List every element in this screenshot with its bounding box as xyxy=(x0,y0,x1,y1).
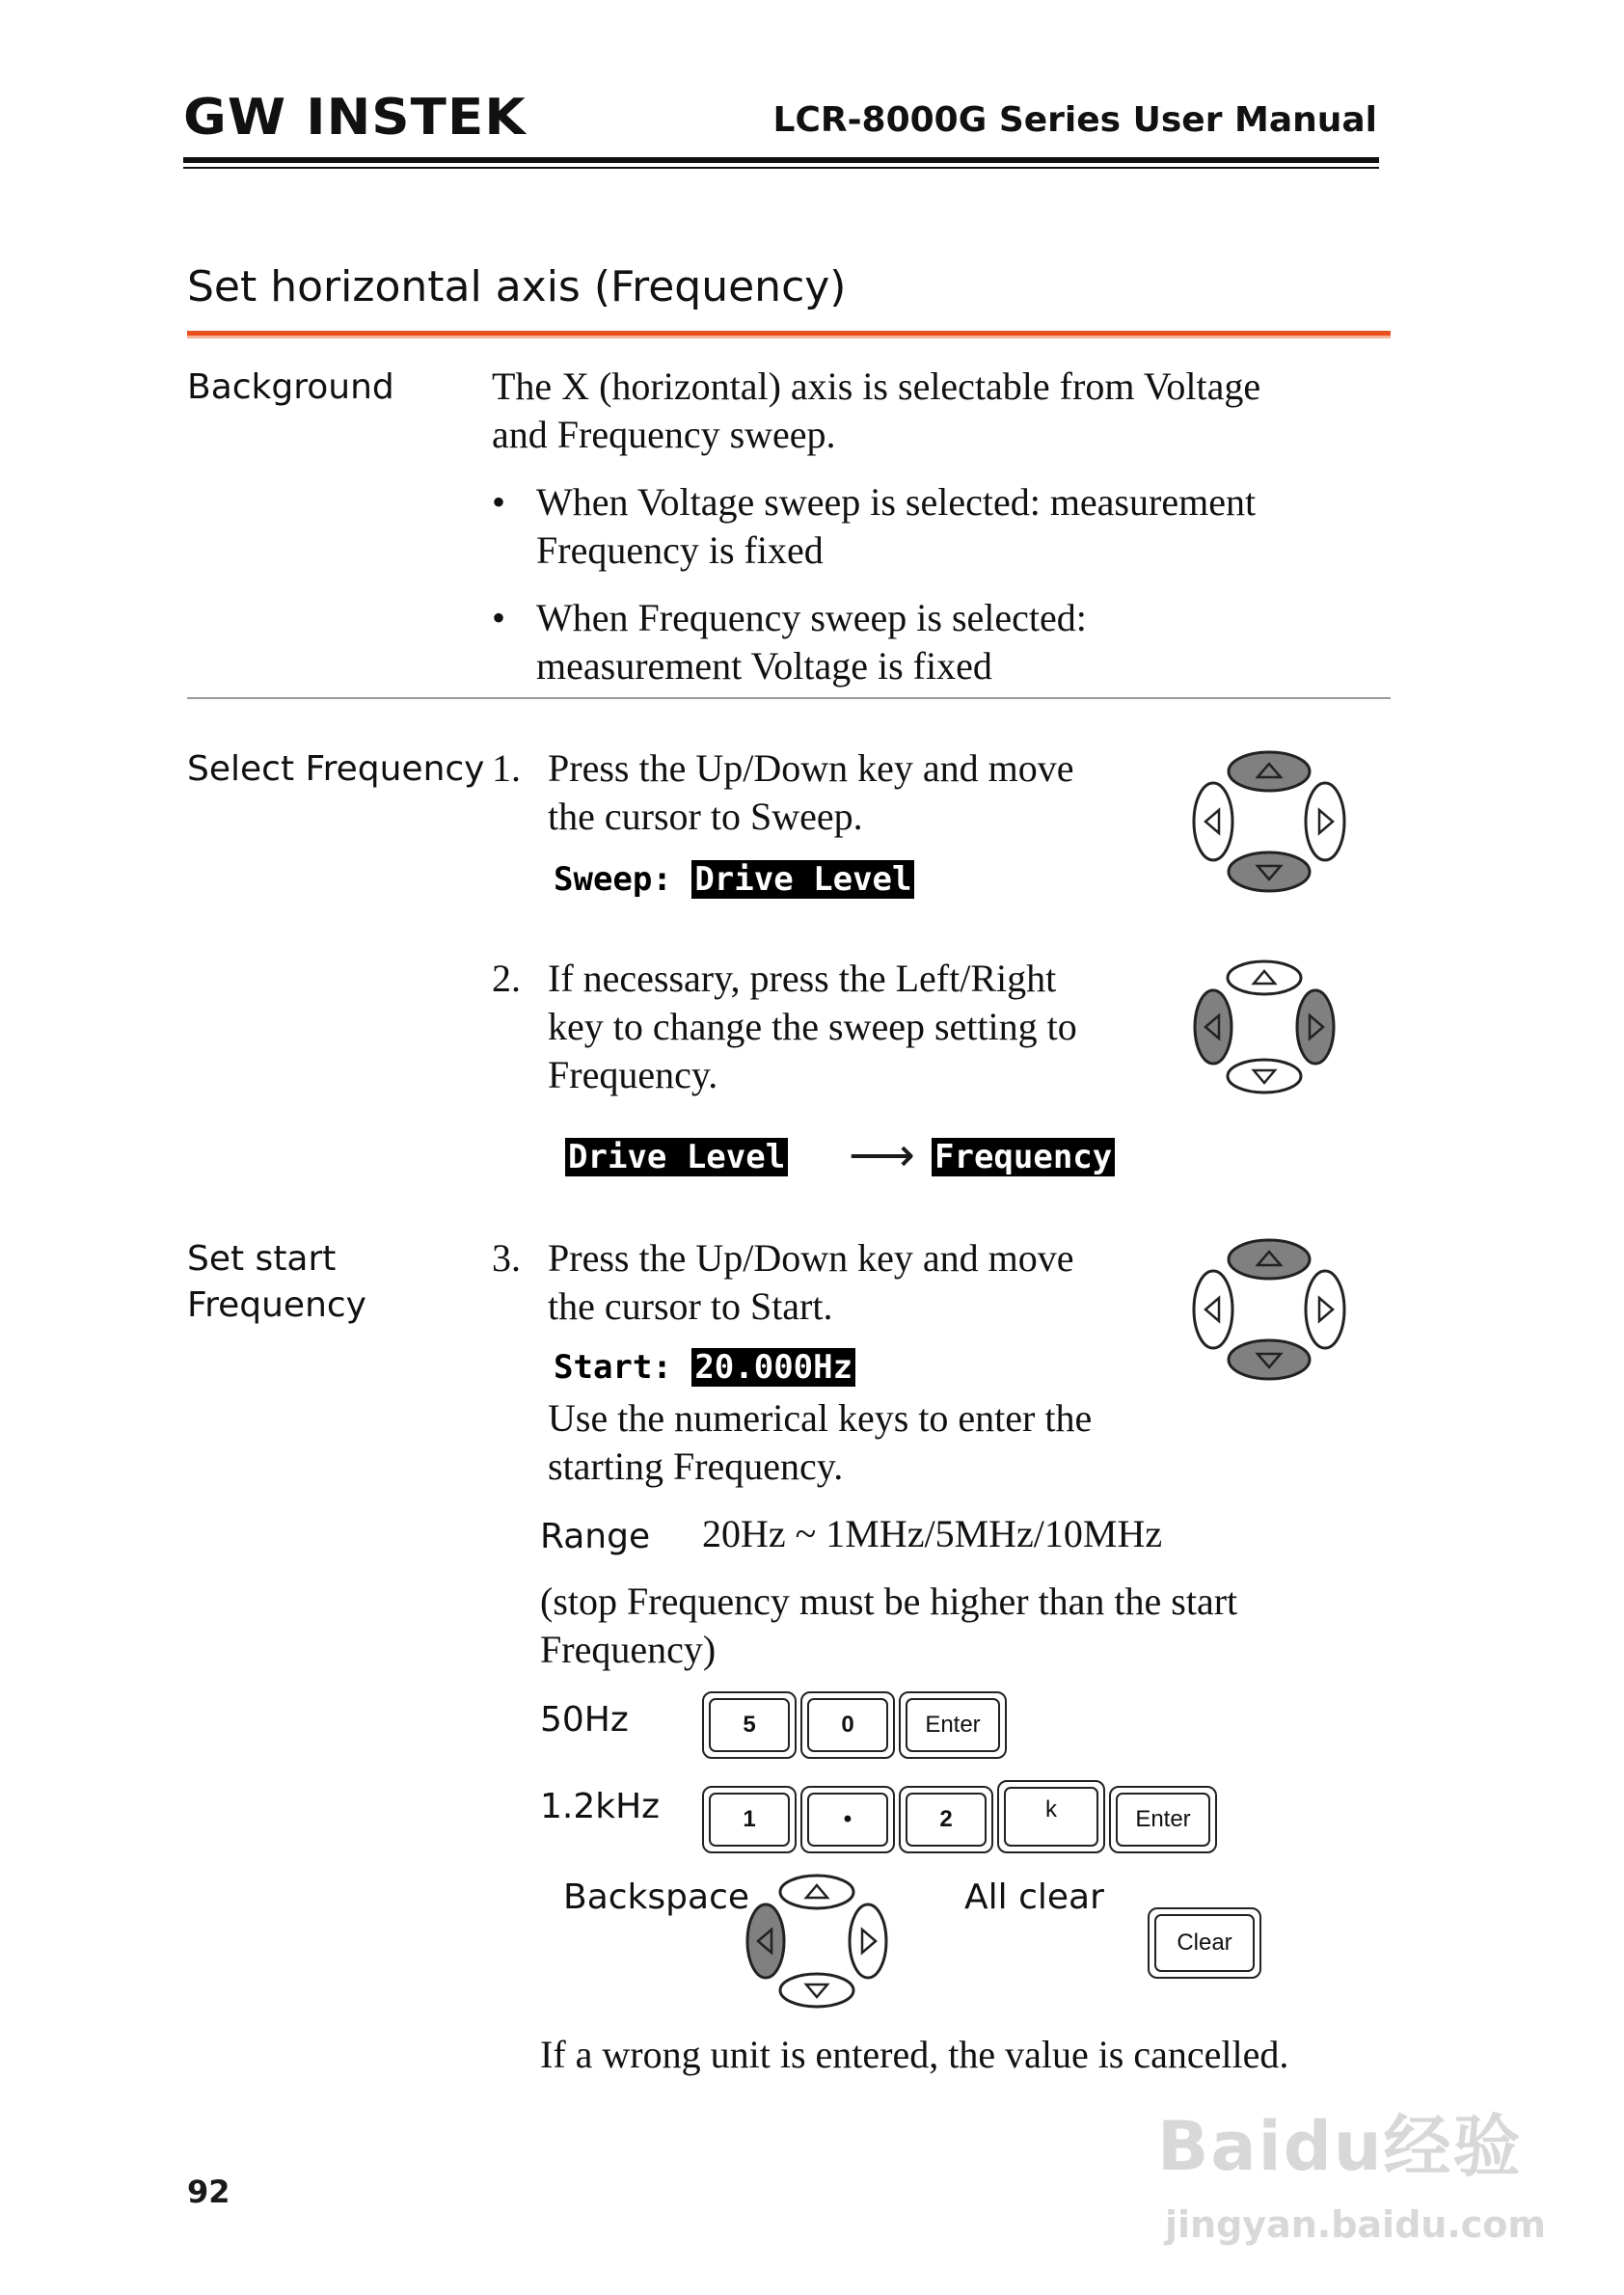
footer-note: If a wrong unit is entered, the value is cancelled. xyxy=(540,2033,1289,2076)
lcd-label: Start: xyxy=(554,1348,672,1387)
step1-line-1: Press the Up/Down key and move xyxy=(548,746,1074,790)
key-dot-icon: • xyxy=(800,1786,895,1853)
key-5-icon: 5 xyxy=(702,1691,797,1759)
bullet-dot: • xyxy=(492,596,506,639)
step1-line-2: the cursor to Sweep. xyxy=(548,795,863,838)
step2-line-1: If necessary, press the Left/Right xyxy=(548,957,1057,1000)
header-rule xyxy=(183,157,1379,163)
example1-label: 50Hz xyxy=(540,1700,629,1740)
all-clear-label: All clear xyxy=(964,1877,1104,1917)
key-enter-icon: Enter xyxy=(899,1691,1007,1759)
lcd-value: Drive Level xyxy=(691,860,914,899)
lcd-to xyxy=(932,1138,1115,1176)
range-value: 20Hz ~ 1MHz/5MHz/10MHz xyxy=(702,1512,1163,1555)
select-frequency-label: Select Frequency xyxy=(187,749,485,789)
lcd-label: Sweep: xyxy=(554,860,672,899)
page-number: 92 xyxy=(187,2174,230,2210)
bullet-dot: • xyxy=(492,480,506,524)
lcd-to-value: Frequency xyxy=(932,1138,1115,1176)
note-line-2: Frequency) xyxy=(540,1628,717,1671)
key-k-icon: k xyxy=(997,1780,1105,1853)
step3-line-3: Use the numerical keys to enter the xyxy=(548,1396,1093,1440)
arrow-keypad-updown-icon xyxy=(1192,744,1346,899)
step3-line-1: Press the Up/Down key and move xyxy=(548,1236,1074,1280)
key-2-icon: 2 xyxy=(899,1786,993,1853)
header-rule-thin xyxy=(183,167,1379,169)
lcd-from-value: Drive Level xyxy=(565,1138,788,1176)
section-rule-shadow xyxy=(187,336,1391,338)
step2-line-2: key to change the sweep setting to xyxy=(548,1005,1077,1048)
lcd-value: 20.000Hz xyxy=(691,1348,855,1387)
background-text-2: and Frequency sweep. xyxy=(492,413,836,456)
lcd-sweep-display xyxy=(554,860,914,899)
manual-title: LCR-8000G Series User Manual xyxy=(772,100,1377,140)
watermark-brand: Baidu经验 xyxy=(1157,2107,1523,2186)
set-start-label-2: Frequency xyxy=(187,1285,366,1325)
watermark-url: jingyan.baidu.com xyxy=(1165,2203,1546,2246)
arrow-keypad-left-icon xyxy=(744,1869,889,2013)
step-number: 1. xyxy=(492,746,521,790)
note-line-1: (stop Frequency must be higher than the start xyxy=(540,1580,1238,1623)
step-number: 2. xyxy=(492,957,521,1000)
key-0-icon: 0 xyxy=(800,1691,895,1759)
arrow-keypad-leftright-icon xyxy=(1192,955,1337,1099)
arrow-keypad-updown-icon xyxy=(1192,1232,1346,1387)
backspace-label: Backspace xyxy=(563,1877,750,1917)
step3-line-4: starting Frequency. xyxy=(548,1444,844,1488)
divider xyxy=(187,697,1391,699)
step3-line-2: the cursor to Start. xyxy=(548,1284,833,1328)
example2-label: 1.2kHz xyxy=(540,1787,661,1826)
step-number: 3. xyxy=(492,1236,521,1280)
key-enter-icon: Enter xyxy=(1109,1786,1217,1853)
background-text-1: The X (horizontal) axis is selectable from Voltage xyxy=(492,364,1261,408)
bullet-2-line-1: When Frequency sweep is selected: xyxy=(536,596,1087,639)
arrow-right-icon: ⟶ xyxy=(849,1128,915,1182)
lcd-from xyxy=(565,1138,788,1176)
key-clear-icon: Clear xyxy=(1148,1907,1261,1979)
range-label: Range xyxy=(540,1517,651,1556)
bullet-1-line-1: When Voltage sweep is selected: measurement xyxy=(536,480,1257,524)
set-start-label-1: Set start xyxy=(187,1239,337,1279)
lcd-start-display xyxy=(554,1348,855,1387)
section-title: Set horizontal axis (Frequency) xyxy=(187,262,847,311)
bullet-1-line-2: Frequency is fixed xyxy=(536,528,824,572)
step2-line-3: Frequency. xyxy=(548,1053,718,1096)
key-1-icon: 1 xyxy=(702,1786,797,1853)
brand-logo: GW INSTEK xyxy=(183,89,527,147)
bullet-2-line-2: measurement Voltage is fixed xyxy=(536,644,992,688)
background-label: Background xyxy=(187,367,394,407)
